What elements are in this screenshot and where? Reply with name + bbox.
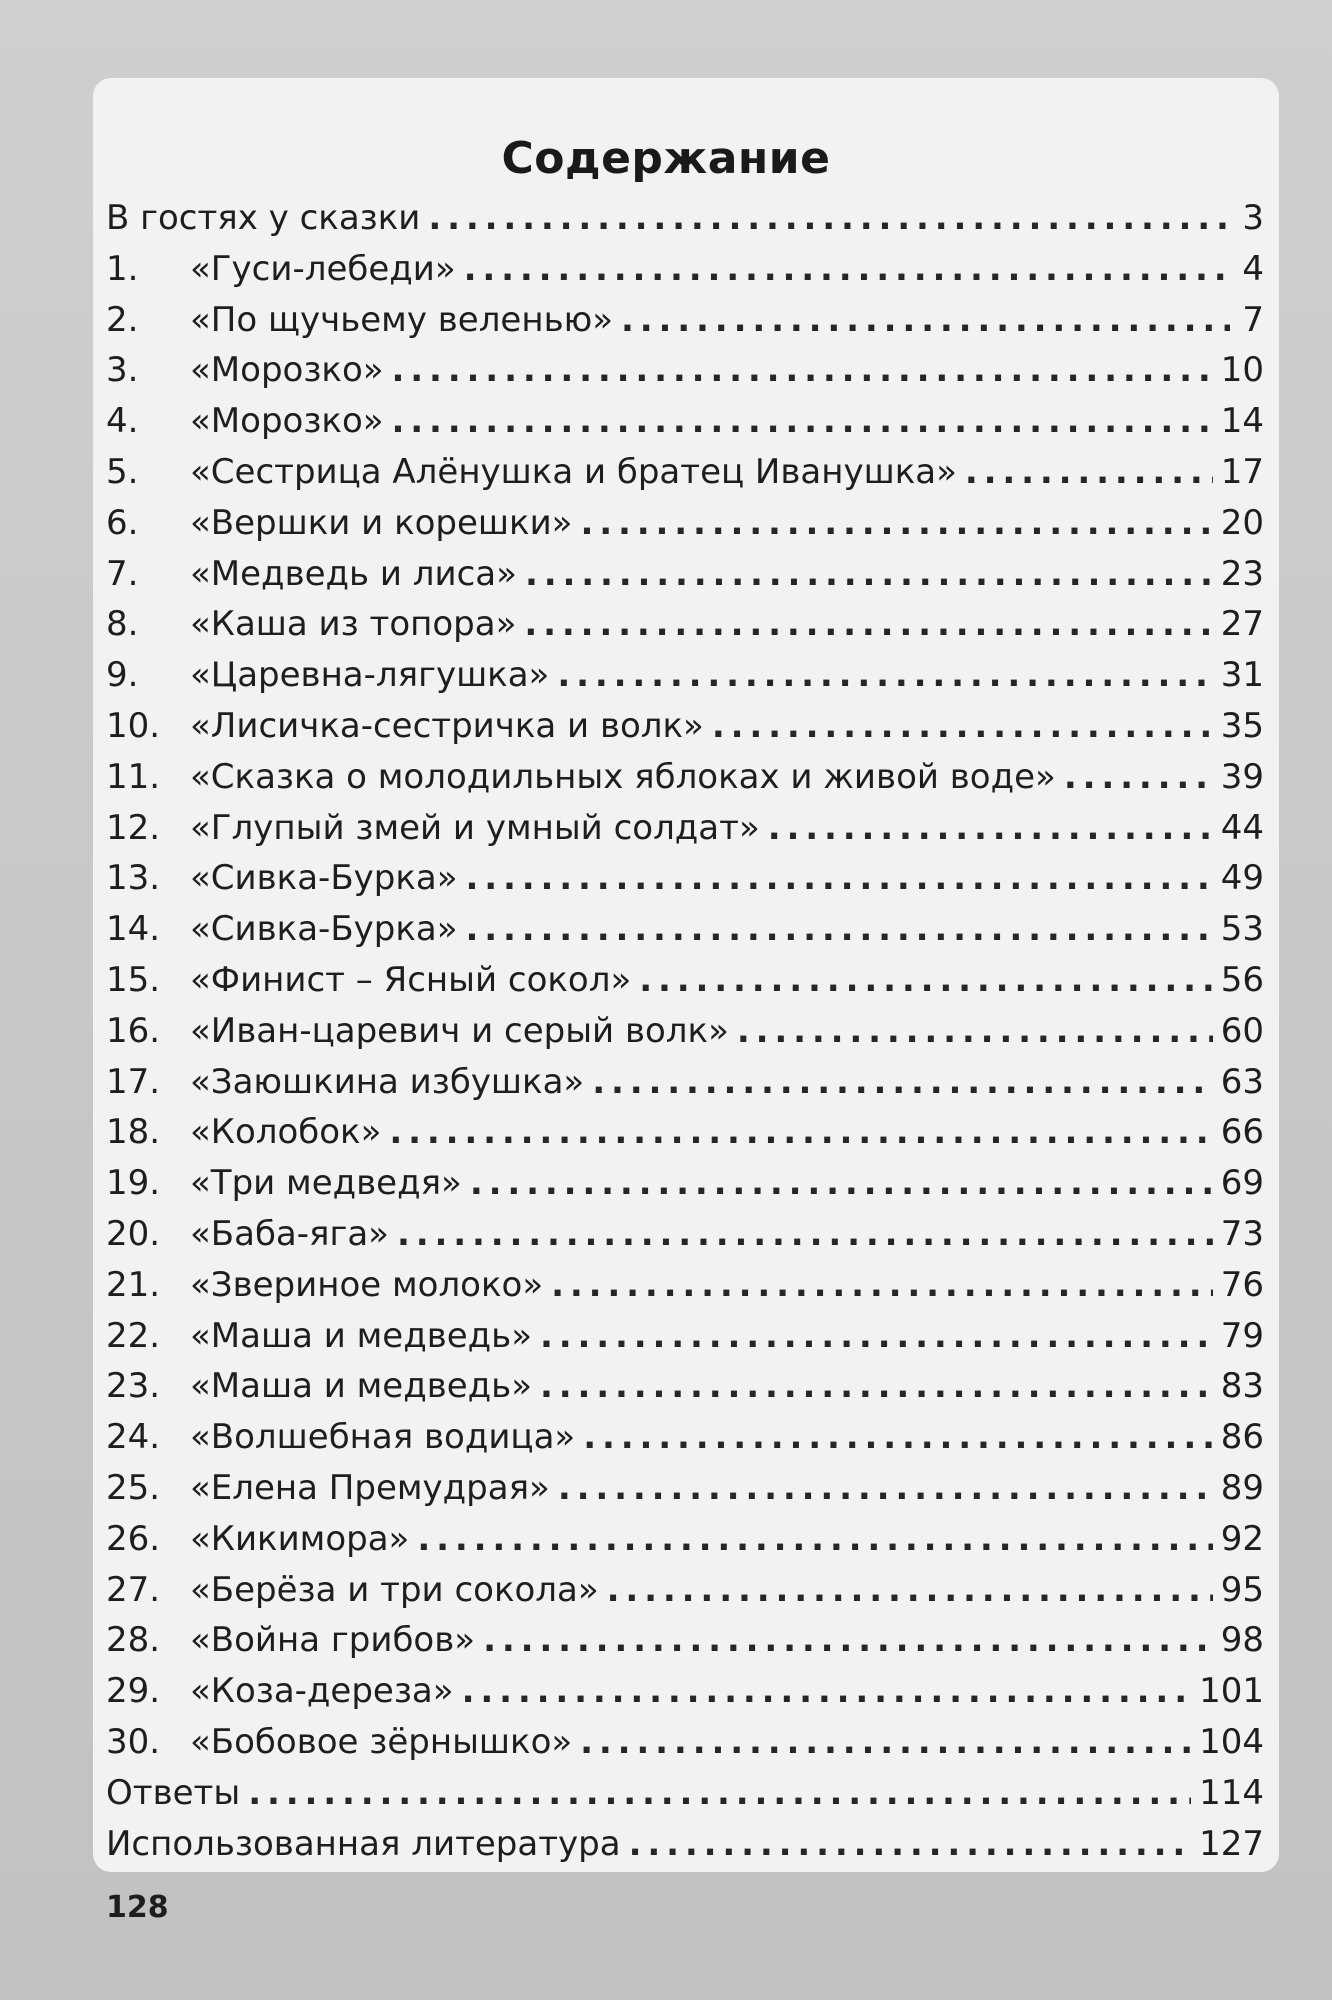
toc-entry [106, 1412, 1264, 1463]
toc-entry-title: «Иван-царевич и серый волк» [190, 1010, 729, 1051]
toc-entry-page: 31 [1220, 655, 1264, 696]
toc-entry [106, 1819, 1264, 1870]
toc-entry-number: 23. [106, 1366, 161, 1407]
toc-entry [106, 599, 1264, 650]
toc-entry-page: 101 [1199, 1671, 1264, 1712]
toc-entry-number: 6. [106, 502, 139, 543]
toc-entry-title: «Сивка-Бурка» [190, 858, 458, 899]
toc-entry-page: 114 [1199, 1772, 1264, 1813]
toc-entry [106, 1463, 1264, 1514]
toc-entry [106, 345, 1264, 396]
dot-leader [712, 701, 1213, 752]
toc-entry-title: «Сказка о молодильных яблоках и живой воде» [190, 756, 1056, 797]
toc-entry-number: 30. [106, 1721, 161, 1762]
dot-leader [462, 1666, 1192, 1717]
toc-entry-title: «Волшебная водица» [190, 1417, 576, 1458]
toc-entry-number: 20. [106, 1213, 161, 1254]
dot-leader [524, 599, 1212, 650]
toc-entry-title: Использованная литература [106, 1823, 621, 1864]
toc-entry-page: 23 [1220, 553, 1264, 594]
toc-entry-number: 3. [106, 350, 139, 391]
toc-entry-page: 17 [1220, 451, 1264, 492]
toc-entry-number: 11. [106, 756, 161, 797]
dot-leader [540, 1361, 1213, 1412]
toc-entry [106, 193, 1264, 244]
toc-entry-page: 83 [1220, 1366, 1264, 1407]
toc-entry [106, 955, 1264, 1006]
toc-entry-number: 12. [106, 807, 161, 848]
toc-entry [106, 853, 1264, 904]
toc-entry-title: «Морозко» [190, 401, 384, 442]
toc-entry-title: Ответы [106, 1772, 241, 1813]
toc-entry-title: «Война грибов» [190, 1620, 476, 1661]
toc-entry-page: 7 [1242, 299, 1264, 340]
toc-entry-title: «По щучьему веленью» [190, 299, 614, 340]
toc-entry-page: 3 [1242, 198, 1264, 238]
dot-leader [397, 1209, 1213, 1260]
dot-leader [629, 1819, 1192, 1870]
dot-leader [558, 1463, 1213, 1514]
toc-entry-number: 14. [106, 909, 161, 950]
toc-entry [106, 1311, 1264, 1362]
toc-entry-title: «Медведь и лиса» [190, 553, 517, 594]
toc-entry [106, 1361, 1264, 1412]
toc-entry-page: 104 [1199, 1721, 1264, 1762]
toc-entry-page: 63 [1220, 1061, 1264, 1102]
toc-entry-title: «Три медведя» [190, 1163, 462, 1204]
toc-entry-number: 1. [106, 248, 139, 289]
dot-leader [540, 1311, 1213, 1362]
dot-leader [965, 447, 1213, 498]
toc-entry-number: 9. [106, 655, 139, 696]
dot-leader [464, 244, 1230, 295]
toc-entry-title: «Звериное молоко» [190, 1264, 544, 1305]
dot-leader [483, 1615, 1213, 1666]
toc-entry-number: 19. [106, 1163, 161, 1204]
toc-entry-page: 127 [1199, 1823, 1264, 1864]
toc-entry [106, 295, 1264, 346]
toc-entry-page: 49 [1220, 858, 1264, 899]
toc-entry-title: «Колобок» [190, 1112, 382, 1153]
toc-entry-title: «Сивка-Бурка» [190, 909, 458, 950]
toc-entry-title: «Коза-дереза» [190, 1671, 454, 1712]
toc-entry [106, 701, 1264, 752]
dot-leader [417, 1514, 1212, 1565]
toc-entry-number: 15. [106, 959, 161, 1000]
toc-entry-page: 69 [1220, 1163, 1264, 1204]
toc-entry-number: 25. [106, 1467, 161, 1508]
toc-entry [106, 1209, 1264, 1260]
toc-entry-number: 13. [106, 858, 161, 899]
toc-entry-title: «Бобовое зёрнышко» [190, 1721, 573, 1762]
toc-entry [106, 1768, 1264, 1819]
toc-entry [106, 1057, 1264, 1108]
toc-entry-page: 92 [1220, 1518, 1264, 1559]
toc-entry-number: 27. [106, 1569, 161, 1610]
toc-entry-number: 29. [106, 1671, 161, 1712]
dot-leader [551, 1260, 1213, 1311]
dot-leader [768, 803, 1213, 854]
toc-entry [106, 904, 1264, 955]
toc-entry-title: «Финист – Ясный сокол» [190, 959, 632, 1000]
dot-leader [392, 345, 1213, 396]
toc-entry-page: 20 [1220, 502, 1264, 543]
toc-entry-page: 39 [1220, 756, 1264, 797]
toc-entry [106, 650, 1264, 701]
toc-entry [106, 1717, 1264, 1768]
toc-entry-page: 4 [1242, 248, 1264, 289]
toc-entry [106, 1565, 1264, 1616]
dot-leader [428, 193, 1230, 244]
toc-entry-page: 44 [1220, 807, 1264, 848]
toc-entry-title: «Маша и медведь» [190, 1315, 533, 1356]
dot-leader [580, 498, 1212, 549]
toc-entry [106, 1260, 1264, 1311]
toc-entry-number: 24. [106, 1417, 161, 1458]
toc-entry-title: «Маша и медведь» [190, 1366, 533, 1407]
toc-entry [106, 1107, 1264, 1158]
toc-entry-page: 73 [1220, 1213, 1264, 1254]
page-title: Содержание [501, 133, 831, 184]
toc-entry-title: «Морозко» [190, 350, 384, 391]
toc-entry-title: «Сестрица Алёнушка и братец Иванушка» [190, 451, 957, 492]
toc-entry-number: 2. [106, 299, 139, 340]
toc-entry [106, 244, 1264, 295]
toc-entry [106, 549, 1264, 600]
dot-leader [466, 853, 1213, 904]
toc-entry-title: «Вершки и корешки» [190, 502, 573, 543]
toc-entry-page: 95 [1220, 1569, 1264, 1610]
toc-entry [106, 1666, 1264, 1717]
toc-entry-number: 7. [106, 553, 139, 594]
dot-leader [1064, 752, 1213, 803]
toc-entry-number: 4. [106, 401, 139, 442]
toc-entry [106, 1006, 1264, 1057]
toc-entry-number: 16. [106, 1010, 161, 1051]
toc-entry-number: 26. [106, 1518, 161, 1559]
table-of-contents [106, 193, 1264, 1869]
toc-entry [106, 447, 1264, 498]
toc-entry-number: 28. [106, 1620, 161, 1661]
toc-entry-page: 53 [1220, 909, 1264, 950]
dot-leader [392, 396, 1213, 447]
toc-entry [106, 803, 1264, 854]
toc-entry-title: «Берёза и три сокола» [190, 1569, 599, 1610]
toc-entry [106, 396, 1264, 447]
toc-entry-title: «Царевна-лягушка» [190, 655, 550, 696]
toc-entry-page: 35 [1220, 705, 1264, 746]
dot-leader [737, 1006, 1213, 1057]
toc-entry-page: 10 [1220, 350, 1264, 391]
toc-entry-title: «Гуси-лебеди» [190, 248, 456, 289]
toc-entry-page: 60 [1220, 1010, 1264, 1051]
toc-entry-number: 22. [106, 1315, 161, 1356]
toc-entry-page: 66 [1220, 1112, 1264, 1153]
toc-entry [106, 1158, 1264, 1209]
toc-entry-page: 76 [1220, 1264, 1264, 1305]
toc-entry-number: 5. [106, 451, 139, 492]
toc-entry-number: 21. [106, 1264, 161, 1305]
dot-leader [592, 1057, 1213, 1108]
toc-entry-title: «Каша из топора» [190, 604, 517, 645]
dot-leader [466, 904, 1213, 955]
toc-entry-page: 86 [1220, 1417, 1264, 1458]
toc-entry-number: 10. [106, 705, 161, 746]
page-number: 128 [106, 1890, 169, 1925]
toc-entry-page: 79 [1220, 1315, 1264, 1356]
dot-leader [389, 1107, 1212, 1158]
dot-leader [470, 1158, 1213, 1209]
toc-entry-page: 98 [1220, 1620, 1264, 1661]
toc-entry-page: 89 [1220, 1467, 1264, 1508]
toc-entry [106, 752, 1264, 803]
toc-entry-title: «Заюшкина избушка» [190, 1061, 585, 1102]
toc-entry-title: В гостях у сказки [106, 198, 421, 238]
toc-entry-number: 17. [106, 1061, 161, 1102]
dot-leader [607, 1565, 1213, 1616]
toc-entry [106, 1514, 1264, 1565]
toc-entry-number: 8. [106, 604, 139, 645]
dot-leader [639, 955, 1212, 1006]
toc-entry-title: «Глупый змей и умный солдат» [190, 807, 760, 848]
toc-entry-page: 56 [1220, 959, 1264, 1000]
toc-entry-page: 27 [1220, 604, 1264, 645]
toc-entry-title: «Кикимора» [190, 1518, 410, 1559]
toc-entry-title: «Лисичка-сестричка и волк» [190, 705, 704, 746]
toc-entry-number: 18. [106, 1112, 161, 1153]
toc-entry [106, 498, 1264, 549]
toc-entry-title: «Баба-яга» [190, 1213, 389, 1254]
dot-leader [583, 1412, 1213, 1463]
toc-entry-page: 14 [1220, 401, 1264, 442]
dot-leader [580, 1717, 1191, 1768]
dot-leader [621, 295, 1230, 346]
toc-entry [106, 1615, 1264, 1666]
toc-entry-title: «Елена Премудрая» [190, 1467, 550, 1508]
dot-leader [248, 1768, 1191, 1819]
dot-leader [525, 549, 1213, 600]
dot-leader [557, 650, 1212, 701]
